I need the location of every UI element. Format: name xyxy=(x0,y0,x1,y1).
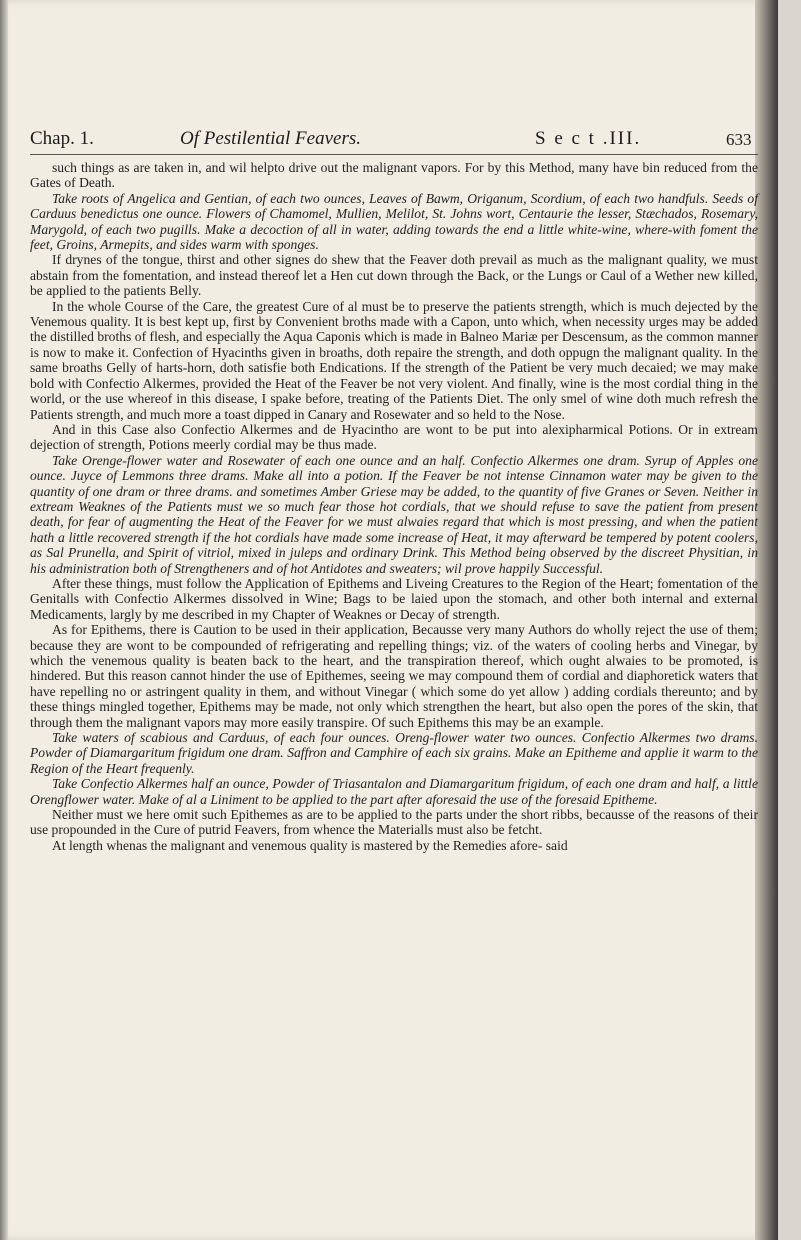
body-text xyxy=(30,160,758,853)
recipe-paragraph: Take roots of Angelica and Gentian, of each two ounces, Leaves of Bawm, Origanum, Scordium, of each two handfuls. Seeds of Carduus benedictus one ounce. Flowers of Chamomel, Mullien, Melilot, St. Johns wort, Centaurie the lesser, Stæchados, Rosemary, Marygold, of each two pugills. Make a decoction of all in water, adding towards the end a little white-wine, where-with foment the feet, Groins, Armepits, and sides warm with sponges. xyxy=(30,190,758,253)
running-header xyxy=(30,128,758,154)
paragraph: After these things, must follow the Application of Epithems and Liveing Creatures to the Region of the Heart; fomentation of the Genitalls with Confectio Alkermes dissolved in Wine; Bags to be laied upon the stomach, and other both internal and external Medicaments, largly by me described in my Chapter of Weaknes or Decay of strength. xyxy=(30,575,758,622)
header-rule xyxy=(30,154,758,155)
page-edge-shadow xyxy=(0,0,8,1240)
paragraph: As for Epithems, there is Caution to be used in their application, Becausse very many Authors do wholly reject the use of them; because they are wont to be compounded of refrigerating and repelling things; viz. of the waters of cooling herbs and Vinegar, by which the venemous quality is beaten back to the heart, and the transpiration thereof, which ought alwaies to be promoted, is hindered. But this reason cannot hinder the use of Epithemes, seeing we may compound them of cordial and diaphoretick waters that have repelling no or astringent quality in them, and without Vinegar ( which some do yet allow ) adding cordials thereunto; and by these things mingled together, Epithems may be made, not only which strengthen the heart, but also open the pores of the skin, that through them the malignant vapors may more easily transpire. Of such Epithems this may be an example. xyxy=(30,622,758,730)
book-gutter xyxy=(755,0,778,1240)
paragraph: If drynes of the tongue, thirst and other signes do shew that the Feaver doth prevail as much as the malignant quality, we must abstain from the fomentation, and instead thereof let a Hen cut down through the Back, or the Lungs or Caul of a Wether new killed, be applied to the patients Belly. xyxy=(30,252,758,299)
paragraph: such things as are taken in, and wil helpto drive out the malignant vapors. For by this Method, many have bin reduced from the Gates of Death. xyxy=(30,160,758,191)
page-number: 633 xyxy=(726,130,752,149)
paragraph: In the whole Course of the Care, the greatest Cure of al must be to preserve the patients strength, which is much dejected by the Venemous quality. It is best kept up, first by Convenient broths made with a Capon, unto which, when necessity urges may be added the distilled broths of flesh, and especially the Aqua Caponis which is made in Balneo Mariæ per Descensum, as the common manner is now to make it. Confection of Hyacinths given in broaths, doth repaire the strength, and doth oppugn the malignant quality. In the same broaths Gelly of harts-horn, doth satisfie both Endications. If the strength of the Patient be very much decaied; we may make bold with Confectio Alkermes, provided the Heat of the Feaver be not very violent. And finally, wine is the most cordial thing in the world, or the use whereof in this disease, I spake before, treating of the Patients Diet. The only smel of wine doth much refresh the Patients strength, and much more a toast dipped in Canary and Rosewater and so held to the Nose. xyxy=(30,298,758,422)
chapter-label: Chap. 1. xyxy=(30,128,94,149)
running-title: Of Pestilential Feavers. xyxy=(180,128,361,149)
recipe-paragraph: Take waters of scabious and Carduus, of each four ounces. Oreng-flower water two ounces. Confectio Alkermes two drams. Powder of Diamargaritum frigidum one dram. Saffron and Camphire of each six grains. Make an Epitheme and applie it warm to the Region of the Heart frequenly. xyxy=(30,730,758,776)
paragraph: At length whenas the malignant and venemous quality is mastered by the Remedies afore- said xyxy=(52,837,568,853)
recipe-paragraph: Take Orenge-flower water and Rosewater of each one ounce and an half. Confectio Alkermes one dram. Syrup of Apples one ounce. Juyce of Lemmons three drams. Make all into a potion. If the Feaver be not intense Cinnamon water may be given to the quantity of one dram or three drams. and sometimes Amber Griese may be added, to the quantity of five Granes or Seven. Neither in extream Weaknes of the Patients must we so much fear those hot cordials, that we should refuse to save the patient from present death, for fear of augmenting the Heat of the Feaver for we must alwaies regard that which is most pressing, and when the patient hath a little recovered strength if the hot cordials have made some increase of Heat, it may afterward be tempered by potent coolers, as Sal Prunella, and Spirit of vitriol, mixed in juleps and ordinary Drink. This Method being observed by the discreet Physitian, in his administration both of Strengtheners and of hot Antidotes and sweaters; wil prove happily Successful. xyxy=(30,452,758,576)
section-label: S e c t .III. xyxy=(535,128,642,149)
recipe-paragraph: Take Confectio Alkermes half an ounce, Powder of Triasantalon and Diamargaritum frigidum, of each one dram and half, a little Orengflower water. Make of al a Liniment to be applied to the part after aforesaid the use of the foresaid Epitheme. xyxy=(30,776,758,807)
paragraph: Neither must we here omit such Epithemes as are to be applied to the parts under the short ribbs, becausse of the reasons of their use propounded in the Cure of putrid Feavers, from whence the Materialls must also be fetcht. xyxy=(30,807,758,838)
paragraph: And in this Case also Confectio Alkermes and de Hyacintho are wont to be put into alexipharmical Potions. Or in extream dejection of strength, Potions meerly cordial may be thus made. xyxy=(30,421,758,453)
